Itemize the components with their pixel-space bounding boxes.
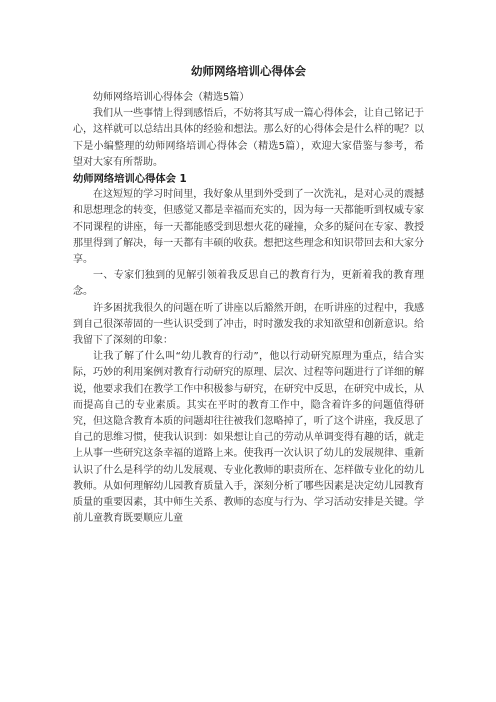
intro-paragraph: 我们从一些事情上得到感悟后，不妨将其写成一篇心得体会，让自己铭记于心，这样就可以总结出具体的经验和想法。那么好的心得体会是什么样的呢？以下是小编整理的幼师网络培训心得体会（精选5篇），欢迎大家借鉴与参考，希望对大家有所帮助。	[73, 108, 424, 168]
section-heading: 幼师网络培训心得体会 1	[73, 173, 187, 186]
document-title: 幼师网络培训心得体会	[191, 64, 306, 78]
body-paragraph: 许多困扰我很久的问题在听了讲座以后豁然开朗，在听讲座的过程中，我感到自己很深蒂固的一些认识受到了冲击，时时激发我的求知欲望和创新意识。给我留下了深刻的印象：	[73, 302, 424, 347]
body-paragraph: 在这短短的学习时间里，我好象从里到外受到了一次洗礼，是对心灵的震撼和思想理念的转变，但感觉又都是幸福而充实的，因为每一天都能听到权威专家不同课程的讲座，每一天都能感受到思想火花的碰撞，众多的疑问在专家、教授那里得到了解决，每一天都有丰硕的收获。想把这些理念和知识带回去和大家分享。	[73, 189, 424, 266]
body-paragraph: 一、专家们独到的见解引领着我反思自己的教育行为，更新着我的教育理念。	[73, 270, 424, 298]
subtitle-paragraph: 幼师网络培训心得体会（精选5篇）	[93, 92, 250, 103]
body-paragraph: 让我了解了什么叫“幼儿教育的行动”，他以行动研究原理为重点，结合实际，巧妙的利用案例对教育行动研究的原理、层次、过程等问题进行了详细的解说，他要求我们在教学工作中积极参与研究，在研究中反思，在研究中成长，从而提高自己的专业素质。其实在平时的教育工作中，隐含着许多的问题值得研究，但这隐含教育本质的问题却往往被我们忽略掉了，听了这个讲座，我反思了自己的思维习惯，使我认识到：如果想让自己的劳动从单调变得有趣的话，就走上从事一些研究这条幸福的道路上来。使我再一次认识了幼儿的发展规律、重新认识了什么是科学的幼儿发展观、专业化教师的职责所在、怎样做专业化的幼儿教师。从如何理解幼儿园教育质量入手，深刻分析了哪些因素是决定幼儿园教育质量的重要因素，其中师生关系、教师的态度与行为、学习活动安排是关键。学前儿童教育既要顺应儿童	[73, 351, 424, 525]
